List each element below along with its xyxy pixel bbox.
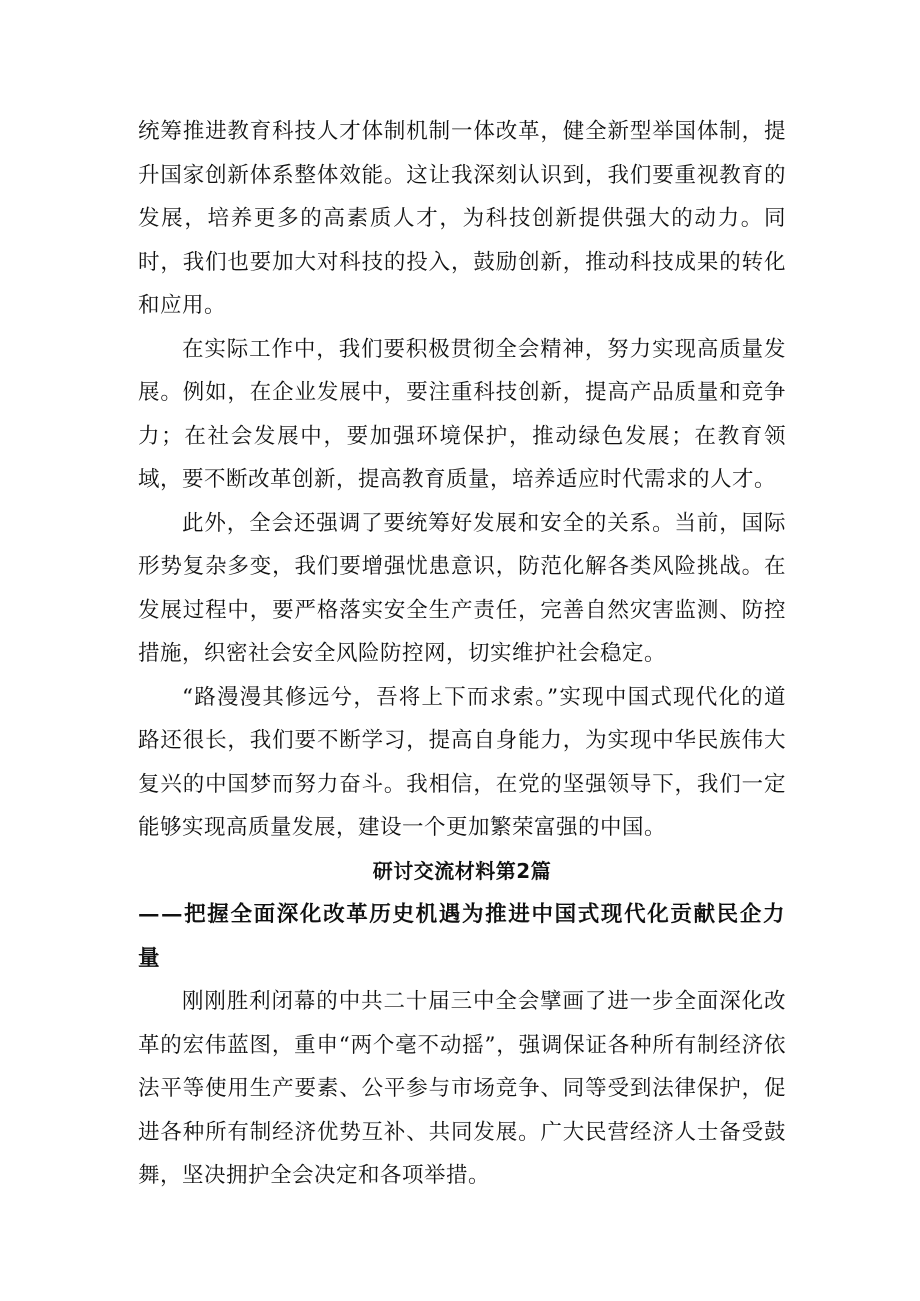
- document-body: [138, 110, 786, 1198]
- paragraph-practical-work: 在实际工作中，我们要积极贯彻全会精神，努力实现高质量发展。例如，在企业发展中，要注重科技创新，提高产品质量和竞争力；在社会发展中，要加强环境保护，推动绿色发展；在教育领域，要不断改革创新，提高教育质量，培养适应时代需求的人才。: [138, 336, 786, 492]
- paragraph-quote-conclusion: “路漫漫其修远兮，吾将上下而求索。”实现中国式现代化的道路还很长，我们要不断学习，提高自身能力，为实现中华民族伟大复兴的中国梦而努力奋斗。我相信，在党的坚强领导下，我们一定能够实现高质量发展，建设一个更加繁荣富强的中国。: [138, 684, 786, 840]
- section-subtitle: ——把握全面深化改革历史机遇为推进中国式现代化贡献民企力量: [138, 902, 786, 971]
- paragraph-development-security: 此外，全会还强调了要统筹好发展和安全的关系。当前，国际形势复杂多变，我们要增强忧患意识，防范化解各类风险挑战。在发展过程中，要严格落实安全生产责任，完善自然灾害监测、防控措施，织密社会安全风险防控网，切实维护社会稳定。: [138, 510, 786, 666]
- section-heading: 研讨交流材料第2篇: [372, 858, 552, 883]
- paragraph-education-reform: 统筹推进教育科技人才体制机制一体改革，健全新型举国体制，提升国家创新体系整体效能。这让我深刻认识到，我们要重视教育的发展，培养更多的高素质人才，为科技创新提供强大的动力。同时，我们也要加大对科技的投入，鼓励创新，推动科技成果的转化和应用。: [138, 119, 786, 318]
- paragraph-plenum-intro: 刚刚胜利闭幕的中共二十届三中全会擘画了进一步全面深化改革的宏伟蓝图，重申“两个毫不动摇”，强调保证各种所有制经济依法平等使用生产要素、公平参与市场竞争、同等受到法律保护，促进各种所有制经济优势互补、共同发展。广大民营经济人士备受鼓舞，坚决拥护全会决定和各项举措。: [138, 989, 786, 1188]
